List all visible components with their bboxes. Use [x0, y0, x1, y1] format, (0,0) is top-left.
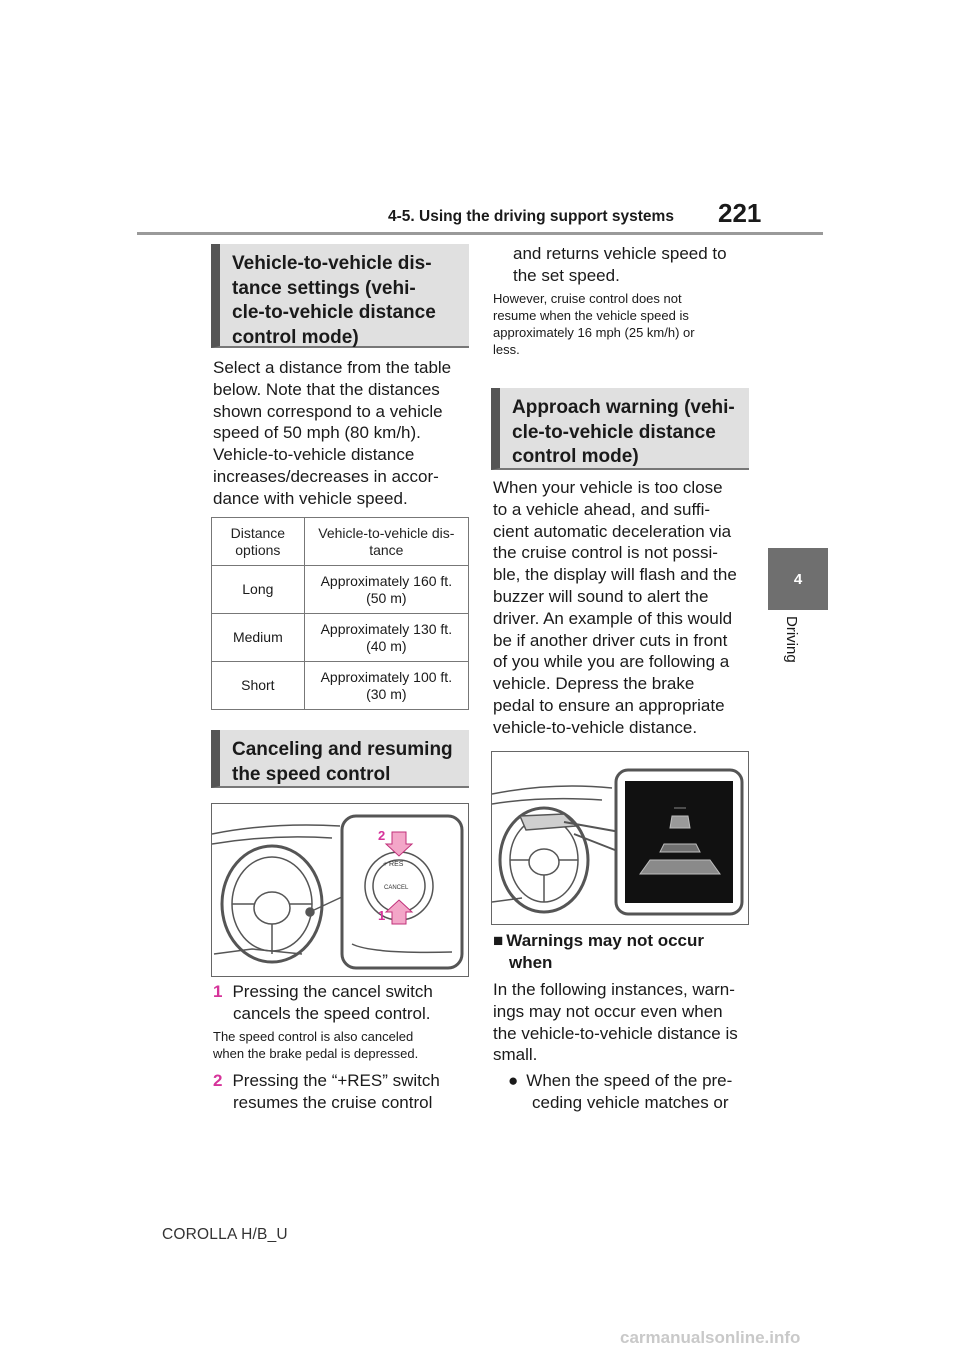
instances-paragraph: [493, 979, 757, 1066]
text-line: The speed control is also canceled: [213, 1029, 414, 1044]
text-line: Select a distance from the table: [213, 358, 452, 377]
heading-line: control mode): [512, 446, 639, 467]
step-2-continued: [513, 243, 763, 287]
text-line: Pressing the “+RES” switch: [232, 1071, 440, 1090]
text-line: vehicle. Depress the brake: [493, 674, 695, 694]
heading-line: Vehicle-to-vehicle dis-: [232, 253, 432, 274]
page-number: 221: [718, 198, 762, 228]
text-line: In the following instances, warn-: [493, 980, 735, 999]
text-line: small.: [493, 1045, 538, 1065]
heading-distance-settings: [211, 244, 469, 348]
heading-line: control mode): [232, 326, 359, 348]
step-2: [213, 1070, 475, 1114]
watermark: carmanualsonline.info: [620, 1328, 801, 1347]
text-line: Vehicle-to-vehicle distance: [213, 445, 415, 465]
heading-line: Approach warning (vehi-: [512, 397, 735, 418]
text-line: cancels the speed control.: [233, 1003, 431, 1023]
text-line: When your vehicle is too close: [493, 478, 723, 497]
square-bullet-icon: ■: [493, 931, 504, 950]
text-line: the set speed.: [513, 265, 620, 285]
step-1: [213, 981, 475, 1025]
note-resume: [493, 290, 755, 358]
text-line: resumes the cruise control: [233, 1092, 433, 1112]
intro-paragraph: [213, 357, 473, 510]
section-title: 4-5. Using the driving support systems: [388, 208, 674, 225]
table-header-row: [212, 518, 469, 566]
steering-switch-illustration: [211, 803, 469, 977]
table-cell-distance: Approximately 130 ft. (40 m): [304, 614, 468, 662]
text-line: and returns vehicle speed to: [513, 244, 727, 263]
table-cell-option: Medium: [212, 614, 305, 662]
text-line: buzzer will sound to alert the: [493, 586, 709, 606]
header-rule: [137, 232, 823, 235]
text-line: resume when the vehicle speed is: [493, 308, 689, 323]
text-line: speed of 50 mph (80 km/h).: [213, 423, 421, 443]
res-label: + RES: [383, 861, 404, 868]
chapter-number: 4: [793, 570, 803, 588]
text-line: to a vehicle ahead, and suffi-: [493, 499, 711, 519]
chapter-tab[interactable]: [768, 548, 828, 610]
text-line: below. Note that the distances: [213, 379, 440, 399]
heading-line: Canceling and resuming: [232, 739, 453, 760]
text-line: be if another driver cuts in front: [493, 630, 728, 650]
text-line: shown correspond to a vehicle: [213, 401, 443, 421]
table-cell-option: Long: [212, 566, 305, 614]
warning-paragraph: [493, 477, 757, 739]
table-header-cell: Vehicle-to-vehicle dis- tance: [304, 518, 468, 566]
text-line: cient automatic deceleration via: [493, 521, 732, 541]
table-header-cell: Distance options: [212, 518, 305, 566]
text-line: However, cruise control does not: [493, 291, 682, 306]
table-row: [212, 566, 469, 614]
table-cell-option: Short: [212, 662, 305, 710]
heading-line: cle-to-vehicle distance: [232, 302, 436, 323]
table-row: [212, 662, 469, 710]
text-line: ings may not occur even when: [493, 1001, 723, 1021]
callout-1: 1: [378, 908, 386, 923]
text-line: increases/decreases in accor-: [213, 466, 439, 486]
text-line: driver. An example of this would: [493, 608, 733, 628]
text-line: less.: [493, 342, 520, 357]
heading-line: cle-to-vehicle distance: [512, 421, 716, 443]
text-line: ble, the display will flash and the: [493, 565, 737, 585]
heading-approach-warning: [491, 388, 749, 470]
text-line: pedal to ensure an appropriate: [493, 695, 725, 715]
text-line: when the brake pedal is depressed.: [213, 1046, 419, 1061]
table-row: [212, 614, 469, 662]
heading-line: tance settings (vehi-: [232, 277, 416, 299]
heading-cancel-resume: [211, 730, 469, 788]
text-line: ceding vehicle matches or: [532, 1092, 729, 1112]
text-line: the cruise control is not possi-: [493, 543, 718, 563]
text-line: When the speed of the pre-: [526, 1071, 733, 1090]
note-cancel: [213, 1028, 475, 1062]
text-line: Pressing the cancel switch: [232, 982, 433, 1001]
text-line: Warnings may not occur: [506, 931, 705, 950]
distance-table: [211, 517, 469, 710]
dashboard-drawing: [492, 752, 748, 924]
cancel-label: CANCEL: [384, 885, 409, 891]
steering-wheel-drawing: [212, 804, 468, 976]
step-number: 1: [213, 982, 223, 1001]
bullet-preceding-vehicle: [508, 1070, 758, 1114]
step-number: 2: [213, 1071, 223, 1090]
table-cell-distance: Approximately 100 ft. (30 m): [304, 662, 468, 710]
text-line: vehicle-to-vehicle distance.: [493, 717, 698, 737]
text-line: approximately 16 mph (25 km/h) or: [493, 325, 695, 340]
approach-warning-illustration: [491, 751, 749, 925]
text-line: of you while you are following a: [493, 652, 730, 672]
text-line: dance with vehicle speed.: [213, 488, 408, 508]
bullet-dot-icon: ●: [508, 1071, 519, 1090]
callout-2: 2: [378, 828, 386, 843]
subheading-warnings-may-not-occur: [493, 930, 755, 974]
text-line: the vehicle-to-vehicle distance is: [493, 1023, 738, 1043]
text-line: when: [509, 952, 553, 972]
footer-model: COROLLA H/B_U: [162, 1226, 288, 1243]
chapter-label: Driving: [783, 616, 800, 663]
table-cell-distance: Approximately 160 ft. (50 m): [304, 566, 468, 614]
heading-line: the speed control: [232, 763, 391, 785]
